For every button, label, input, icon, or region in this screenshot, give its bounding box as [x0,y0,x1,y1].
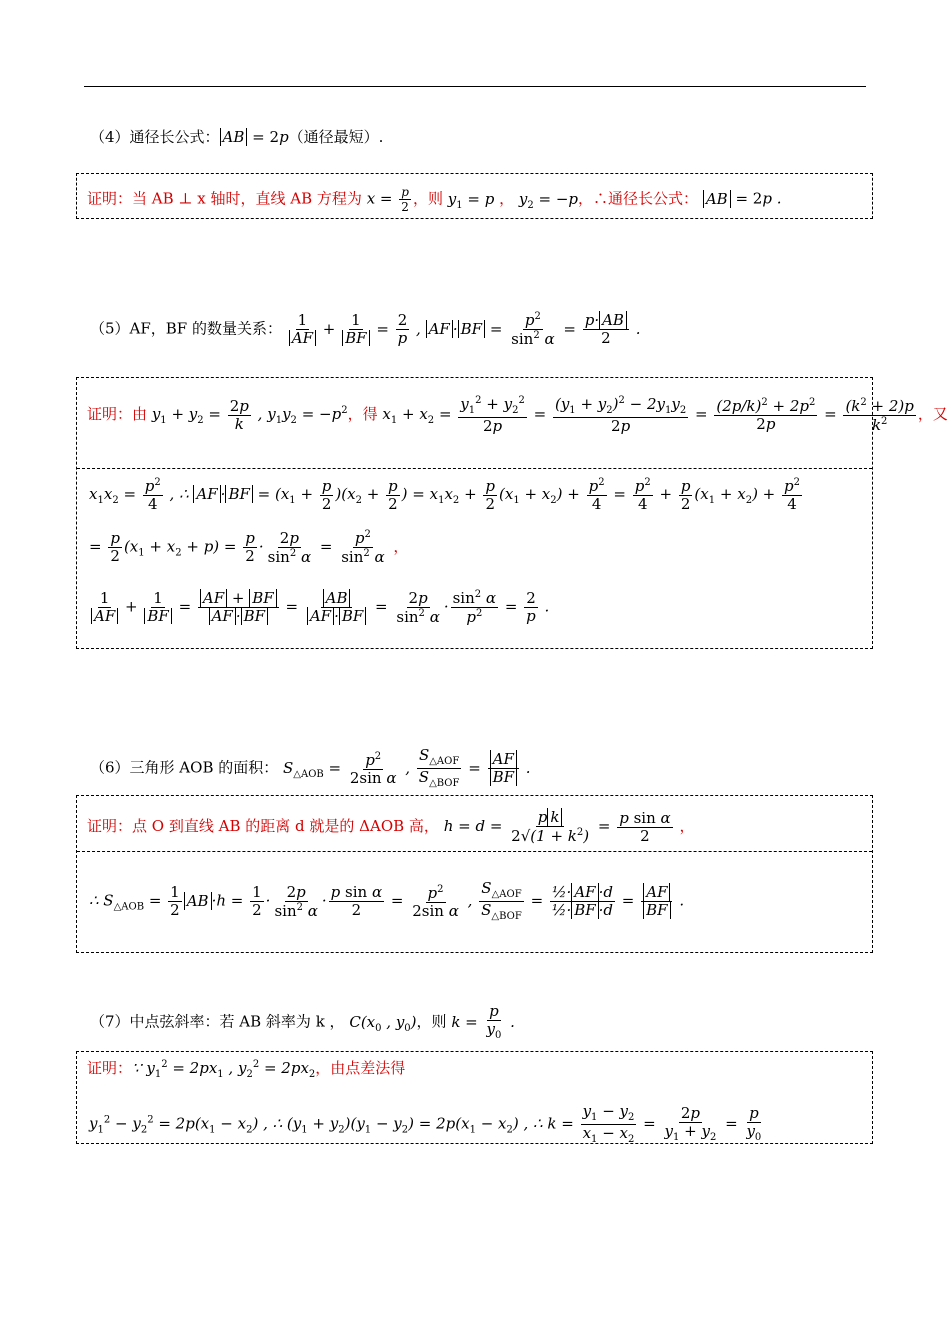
s5-proof-row3: = $\frac{p}{2}$ $(x_1 + x_2 + p)$ = $\frac{p}{2}$ · $\frac{2p}{\sin^2 \alpha}$ = $\frac{p^2}{\sin^2 \alpha}$ ， [89,528,409,566]
section-7-heading [90,1004,515,1041]
s5-proof-text2: ，得 [347,405,378,423]
s7-text2: ，则 [416,1012,447,1031]
s4-proof-text3: ，∴通径长公式： [578,189,699,208]
proof-box-7 [76,1051,873,1144]
s4-formula: AB = 2p [220,128,289,146]
s6-heading-text: （6）三角形 AOB 的面积： [90,758,279,777]
section-6-heading [90,748,531,789]
s6-proof-row1: 证明：点 O 到直线 AB 的距离 d 就是的 ΔAOB 高， h = d = $\frac{\text{p k}}{2√(1 + k^2)}$ = $\frac{\text{p sin α}}{2}$ ， [87,808,695,845]
separator [77,851,872,852]
section-5-heading [90,312,641,347]
s7-proof-row2: $y_1^2 - y_2^2 = 2p(x_1 - x_2)$ , ∴ $(y_1 + y_2)(y_1 - y_2) = 2p(x_1 - x_2)$ , ∴ k = $\frac{y_1 - y_2}{x_1 - x_2}$ = $\frac{2p}{y_1 + y_2}$ = $\frac{p}{y_0}$ [89,1102,762,1145]
top-rule [84,86,866,87]
s7-heading-text: （7）中点弦斜率：若 AB 斜率为 k ， [90,1012,345,1031]
proof-label: 证明： [87,405,133,423]
proof-box-6 [76,795,873,953]
s5-heading-text: （5）AF，BF 的数量关系： [90,319,282,338]
s4-proof-text2: ，则 [412,189,443,208]
proof-label: 证明： [87,817,133,835]
section-4-heading [90,130,383,145]
s4-note: （通径最短）. [288,128,384,146]
s7-formula: k = $\frac{p}{y_0}$ . [451,1002,515,1041]
s7-proof-row1: 证明：∵ $y_1^2 = 2px_1$ , $y_2^2 = 2px_2$，由点差法得 [87,1059,406,1080]
s7-point: $C(x_0$ , $y_0$) [349,1012,417,1034]
s7-proof-text1: 由点差法得 [330,1059,406,1077]
proof-box-5 [76,377,948,649]
s5-proof-row2: $x_1x_2$ = $\frac{p^2}{4}$ , ∴ AF · BF = ($x_1$ + $\frac{p}{2}$ )($x_2$ + $\frac{p}{2}$ ) = $x_1x_2$ + $\frac{p}{2}$ $(x_1 + x_2)$ + $\frac{p^2}{4}$ = $\frac{p^2}{4}$ + $\frac{p}{2}$ $(x_1 + x_2)$ + $\frac{p^2}{4}$ [89,476,801,513]
s4-proof-text1: 当 AB ⊥ x 轴时，直线 AB 方程为 [132,189,362,208]
proof-label: 证明： [87,189,133,208]
s5-proof-row1: 证明：由 $y_1 + y_2$ = $\frac{2p}{k}$ , $y_1y_2 = -p^2$，得 $x_1 + x_2$ = $\frac{y_1^2 + y_2^2}{2p}$ = $\frac{(y_1 + y_2)^2 - 2y_1y_2}{2p}$ = $\frac{(2p/k)^2 + 2p^2}{2p}$ = $\frac{(k^2 + 2)p}{k^2}$ ，又 [87,395,948,435]
s4-heading-text: （4）通径长公式： [90,128,220,146]
s6-proof-text1: 点 O 到直线 AB 的距离 d 就是的 ΔAOB 高， [132,817,439,835]
s4-proof: 证明：当 AB ⊥ x 轴时，直线 AB 方程为 x = $\frac{p}{2}$ ，则 $y_1 = p$ ， $y_2 = -p$，∴通径长公式： AB = 2p . [87,185,782,214]
s6-formula: $S_{\triangle AOB}$ = $\frac{p^2}{\text{2sin α}}$ , $S_{\triangle AOF}$ $S_{\triangle BOF}$ = $\frac{AF}{BF}$ . [283,746,531,789]
s5-formula: $\frac{1}{AF}$ + $\frac{1}{BF}$ = $\frac{2}{p}$ , AF · BF = $\frac{p^2}{\sin^2 \alpha}$ = $\frac{p\cdot AB}{2}$ . [287,320,641,338]
s5-proof-row4: $\frac{1}{AF}$ + $\frac{1}{BF}$ = $\frac{AF + BF}{AF \cdot BF}$ = $\frac{AB}{AF \cdot BF}$ = $\frac{2p}{\sin^2 \alpha}$ · $\frac{\sin^2 \alpha}{p^2}$ = $\frac{2}{p}$ . [89,590,549,625]
proof-label: 证明： [87,1059,133,1077]
proof-box-4 [76,173,873,219]
separator [77,468,872,469]
s5-proof-text3: ，又 [917,405,948,423]
s5-proof-text1: 由 [132,405,148,423]
s6-proof-row2: ∴ $S_{\triangle AOB}$ = $\frac{1}{2}$ AB ·h = $\frac{1}{2}$ · $\frac{2p}{\sin^2 \alpha}$ · $\frac{\text{p sin α}}{2}$ = $\frac{p^2}{\text{2sin α}}$ , $S_{\triangle AOF}$ $S_{\triangle BOF}$ = $\frac{\text{½· AF ·d}}{\text{½· BF ·d}}$ = $\frac{AF}{BF}$ . [89,879,685,922]
